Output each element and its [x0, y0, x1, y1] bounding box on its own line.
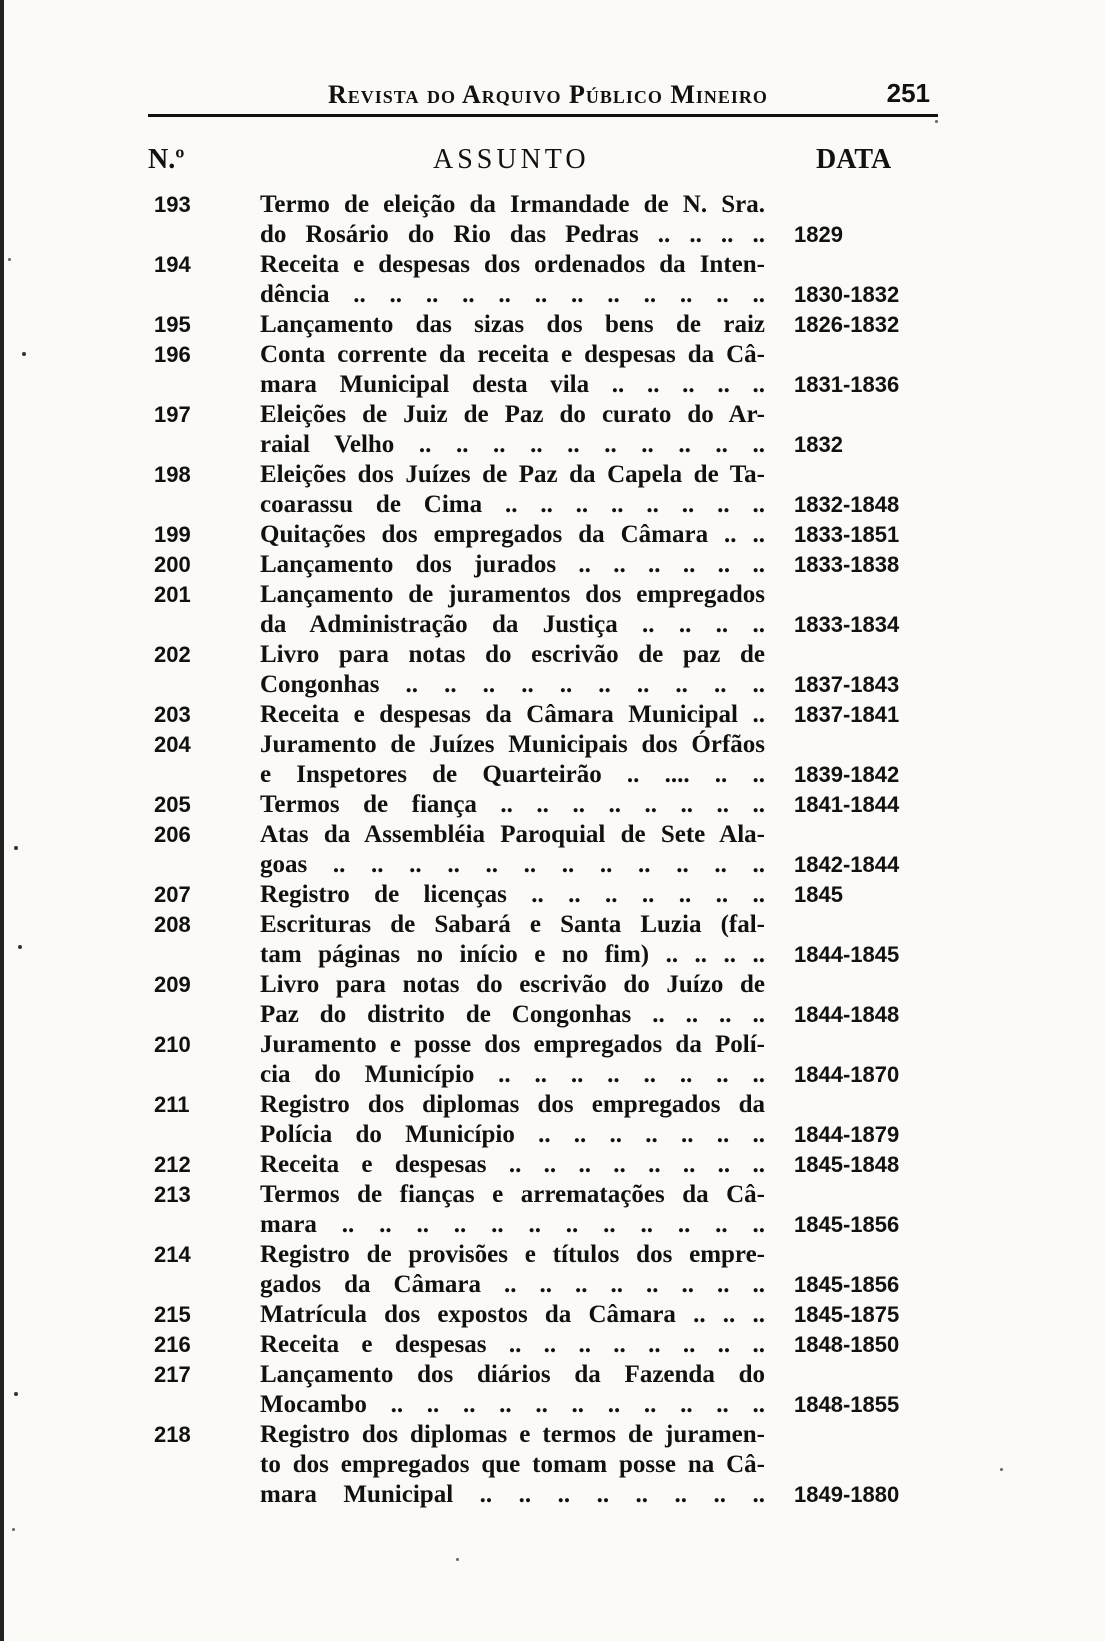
entry-line [148, 790, 938, 820]
entry-subject-line: cia do Município .. .. .. .. .. .. .. .. [260, 1061, 765, 1088]
list-item [148, 550, 938, 580]
entry-subject-line: Livro para notas do escrivão de paz de [260, 641, 765, 668]
entry-line [148, 460, 938, 490]
scan-speck [935, 120, 938, 123]
entry-line [148, 1240, 938, 1270]
entry-line [148, 430, 938, 460]
list-item [148, 1030, 938, 1090]
entry-line [148, 250, 938, 280]
column-headers [148, 140, 938, 180]
entry-date: 1845-1875 [794, 1302, 900, 1327]
entry-number: 213 [154, 1182, 191, 1207]
entry-line [148, 910, 938, 940]
entry-subject-line: Juramento de Juízes Municipais dos Órfãos [260, 731, 765, 758]
entry-line [148, 520, 938, 550]
list-item [148, 970, 938, 1030]
entry-number: 203 [154, 702, 191, 727]
entry-subject-line: Receita e despesas dos ordenados da Inten- [260, 251, 765, 278]
entry-subject-line: e Inspetores de Quarteirão .. .... .. .. [260, 761, 765, 788]
entry-line [148, 1030, 938, 1060]
list-item [148, 790, 938, 820]
entry-date: 1845 [794, 882, 843, 907]
entry-number: 195 [154, 312, 191, 337]
entry-date: 1842-1844 [794, 852, 900, 877]
entry-line [148, 340, 938, 370]
entry-subject-line: dência .. .. .. .. .. .. .. .. .. .. .. .. [260, 281, 765, 308]
entry-subject-line: Receita e despesas .. .. .. .. .. .. .. .. [260, 1151, 765, 1178]
entry-subject-line: Escrituras de Sabará e Santa Luzia (fal- [260, 911, 765, 938]
entry-line [148, 1330, 938, 1360]
entry-subject-line: Registro dos diplomas dos empregados da [260, 1091, 765, 1118]
entry-subject-line: Registro dos diplomas e termos de juramen- [260, 1421, 765, 1448]
entry-line [148, 310, 938, 340]
list-item [148, 1150, 938, 1180]
entry-date: 1837-1841 [794, 702, 900, 727]
entry-date: 1844-1845 [794, 942, 900, 967]
list-item [148, 700, 938, 730]
entry-subject-line: Registro de licenças .. .. .. .. .. .. .. [260, 881, 765, 908]
entry-line [148, 760, 938, 790]
entry-line [148, 1000, 938, 1030]
entry-line [148, 640, 938, 670]
entry-date: 1837-1843 [794, 672, 900, 697]
entry-subject-line: Receita e despesas da Câmara Municipal .. [260, 701, 765, 728]
entry-date: 1833-1834 [794, 612, 900, 637]
scan-speck [456, 1558, 459, 1561]
entry-number: 216 [154, 1332, 191, 1357]
entry-subject-line: Lançamento dos diários da Fazenda do [260, 1361, 765, 1388]
entry-date: 1844-1879 [794, 1122, 900, 1147]
entry-date: 1832-1848 [794, 492, 900, 517]
scan-speck [8, 258, 11, 261]
entry-date: 1839-1842 [794, 762, 900, 787]
entry-subject-line: coarassu de Cima .. .. .. .. .. .. .. .. [260, 491, 765, 518]
entry-subject-line: Registro de provisões e títulos dos empre- [260, 1241, 765, 1268]
entry-subject-line: Congonhas .. .. .. .. .. .. .. .. .. .. [260, 671, 765, 698]
entry-date: 1848-1850 [794, 1332, 900, 1357]
list-item [148, 910, 938, 970]
entry-date: 1844-1870 [794, 1062, 900, 1087]
entry-line [148, 550, 938, 580]
entry-line [148, 1450, 938, 1480]
list-item [148, 1360, 938, 1420]
entry-number: 214 [154, 1242, 191, 1267]
entry-line [148, 880, 938, 910]
entry-subject-line: raial Velho .. .. .. .. .. .. .. .. .. .. [260, 431, 765, 458]
entry-number: 210 [154, 1032, 191, 1057]
entry-line [148, 670, 938, 700]
entry-line [148, 1360, 938, 1390]
entry-date: 1845-1848 [794, 1152, 900, 1177]
list-item [148, 1240, 938, 1300]
entry-subject-line: do Rosário do Rio das Pedras .. .. .. .. [260, 221, 765, 248]
list-item [148, 310, 938, 340]
entry-number: 211 [154, 1092, 190, 1117]
entry-subject-line: Mocambo .. .. .. .. .. .. .. .. .. .. .. [260, 1391, 765, 1418]
entry-list [148, 190, 938, 1510]
entry-line [148, 580, 938, 610]
entry-line [148, 1090, 938, 1120]
entry-date: 1832 [794, 432, 843, 457]
list-item [148, 580, 938, 640]
entry-number: 194 [154, 252, 191, 277]
entry-number: 207 [154, 882, 191, 907]
entry-date: 1833-1838 [794, 552, 900, 577]
entry-line [148, 1210, 938, 1240]
entry-line [148, 1270, 938, 1300]
entry-subject-line: Termos de fianças e arrematações da Câ- [260, 1181, 765, 1208]
entry-subject-line: Conta corrente da receita e despesas da Câ- [260, 341, 765, 368]
column-header-date: DATA [816, 144, 892, 175]
scan-speck [14, 846, 18, 850]
running-header [148, 74, 938, 117]
scan-speck [14, 1392, 18, 1396]
scan-speck [18, 945, 22, 949]
column-header-subject: ASSUNTO [433, 144, 590, 175]
entry-line [148, 220, 938, 250]
entry-subject-line: to dos empregados que tomam posse na Câ- [260, 1451, 765, 1478]
scan-speck [22, 352, 26, 356]
entry-line [148, 1060, 938, 1090]
entry-date: 1831-1836 [794, 372, 900, 397]
entry-line [148, 1300, 938, 1330]
entry-number: 205 [154, 792, 191, 817]
entry-date: 1829 [794, 222, 843, 247]
entry-subject-line: Lançamento dos jurados .. .. .. .. .. .. [260, 551, 765, 578]
entry-subject-line: Matrícula dos expostos da Câmara .. .. .. [260, 1301, 765, 1328]
entry-subject-line: Eleições dos Juízes de Paz da Capela de Ta- [260, 461, 765, 488]
entry-number: 200 [154, 552, 191, 577]
entry-number: 218 [154, 1422, 191, 1447]
entry-number: 212 [154, 1152, 191, 1177]
entry-number: 197 [154, 402, 191, 427]
list-item [148, 640, 938, 700]
entry-subject-line: mara Municipal desta vila .. .. .. .. .. [260, 371, 765, 398]
list-item [148, 400, 938, 460]
entry-line [148, 280, 938, 310]
entry-line [148, 1420, 938, 1450]
entry-date: 1845-1856 [794, 1212, 900, 1237]
scan-speck [12, 1528, 15, 1531]
entry-line [148, 1480, 938, 1510]
entry-subject-line: Termos de fiança .. .. .. .. .. .. .. .. [260, 791, 765, 818]
entry-line [148, 1180, 938, 1210]
entry-number: 202 [154, 642, 191, 667]
page-number: 251 [886, 78, 930, 108]
list-item [148, 250, 938, 310]
list-item [148, 1090, 938, 1150]
list-item [148, 880, 938, 910]
entry-line [148, 610, 938, 640]
entry-date: 1841-1844 [794, 792, 900, 817]
entry-subject-line: Juramento e posse dos empregados da Polí- [260, 1031, 765, 1058]
list-item [148, 460, 938, 520]
entry-line [148, 400, 938, 430]
entry-subject-line: Polícia do Município .. .. .. .. .. .. .. [260, 1121, 765, 1148]
entry-date: 1844-1848 [794, 1002, 900, 1027]
entry-line [148, 1390, 938, 1420]
entry-date: 1833-1851 [794, 522, 900, 547]
list-item [148, 730, 938, 790]
list-item [148, 190, 938, 250]
scan-speck [1000, 1468, 1003, 1471]
entry-subject-line: tam páginas no início e no fim) .. .. .. .. [260, 941, 765, 968]
entry-line [148, 850, 938, 880]
entry-line [148, 970, 938, 1000]
entry-number: 193 [154, 192, 191, 217]
entry-line [148, 190, 938, 220]
entry-number: 217 [154, 1362, 191, 1387]
entry-number: 208 [154, 912, 191, 937]
entry-line [148, 370, 938, 400]
entry-subject-line: Livro para notas do escrivão do Juízo de [260, 971, 765, 998]
entry-subject-line: Atas da Assembléia Paroquial de Sete Ala- [260, 821, 765, 848]
list-item [148, 340, 938, 400]
entry-subject-line: Termo de eleição da Irmandade de N. Sra. [260, 191, 765, 218]
entry-line [148, 1150, 938, 1180]
list-item [148, 1300, 938, 1330]
entry-number: 206 [154, 822, 191, 847]
running-title: Revista do Arquivo Público Mineiro [328, 80, 768, 109]
entry-subject-line: Eleições de Juiz de Paz do curato do Ar- [260, 401, 765, 428]
entry-subject-line: mara .. .. .. .. .. .. .. .. .. .. .. .. [260, 1211, 765, 1238]
entry-line [148, 730, 938, 760]
entry-subject-line: mara Municipal .. .. .. .. .. .. .. .. [260, 1481, 765, 1508]
entry-line [148, 1120, 938, 1150]
entry-date: 1826-1832 [794, 312, 900, 337]
list-item [148, 1420, 938, 1510]
entry-line [148, 820, 938, 850]
entry-number: 201 [154, 582, 191, 607]
list-item [148, 1330, 938, 1360]
entry-number: 204 [154, 732, 191, 757]
entry-number: 209 [154, 972, 191, 997]
entry-date: 1848-1855 [794, 1392, 900, 1417]
list-item [148, 520, 938, 550]
entry-number: 196 [154, 342, 191, 367]
entry-line [148, 700, 938, 730]
entry-subject-line: goas .. .. .. .. .. .. .. .. .. .. .. .. [260, 851, 765, 878]
entry-number: 198 [154, 462, 191, 487]
entry-subject-line: gados da Câmara .. .. .. .. .. .. .. .. [260, 1271, 765, 1298]
entry-subject-line: Quitações dos empregados da Câmara .. .. [260, 521, 765, 548]
entry-subject-line: da Administração da Justiça .. .. .. .. [260, 611, 765, 638]
entry-line [148, 940, 938, 970]
entry-date: 1845-1856 [794, 1272, 900, 1297]
entry-date: 1830-1832 [794, 282, 900, 307]
list-item [148, 820, 938, 880]
list-item [148, 1180, 938, 1240]
column-header-number: N.º [148, 144, 185, 175]
entry-date: 1849-1880 [794, 1482, 900, 1507]
entry-subject-line: Receita e despesas .. .. .. .. .. .. .. .. [260, 1331, 765, 1358]
entry-number: 215 [154, 1302, 191, 1327]
scan-edge [0, 0, 4, 1641]
entry-subject-line: Lançamento das sizas dos bens de raiz [260, 311, 765, 338]
entry-subject-line: Paz do distrito de Congonhas .. .. .. .. [260, 1001, 765, 1028]
entry-subject-line: Lançamento de juramentos dos empregados [260, 581, 765, 608]
entry-line [148, 490, 938, 520]
entry-number: 199 [154, 522, 191, 547]
